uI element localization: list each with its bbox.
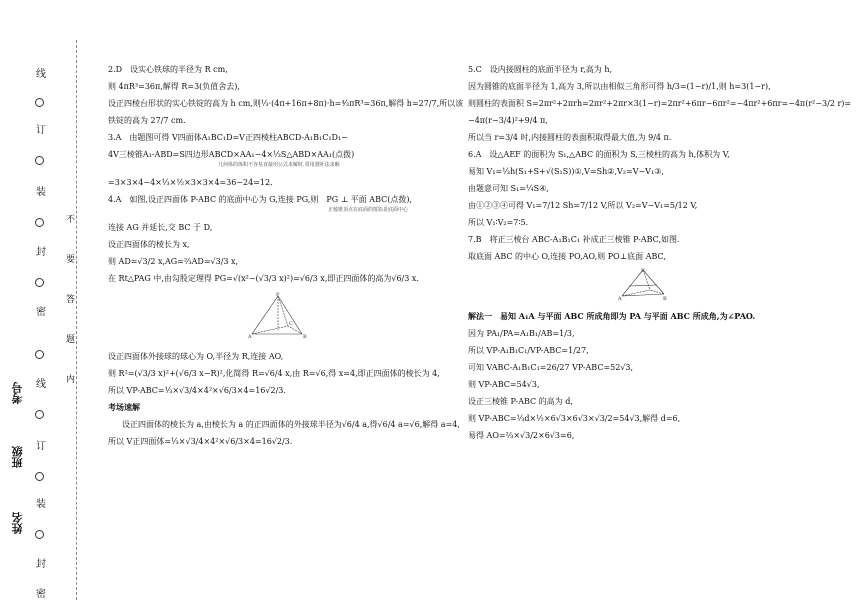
text-line: 因为圆锥的底面半径为 1,高为 3,所以由相似三角形可得 h/3=(1−r)/1,则 h=3(1−r), [468,82,771,91]
vertex-label: B [303,334,307,340]
binding-hole-icon [35,218,44,227]
text-line: 设正四面体外接球的球心为 O,半径为 R,连接 AO, [108,352,284,361]
binding-hole-icon [35,98,44,107]
frustum-figure [618,268,668,302]
vertex-label: A [618,296,622,302]
text-line: 所以 V正四面体=⅓×√3/4×4²×√6/3×4=16√2/3. [108,437,293,446]
binding-hole-icon [35,278,44,287]
vertex-label: B [663,296,667,302]
gutter-char: 装 [36,187,46,198]
gutter-char: 封 [36,247,46,258]
binding-hole-icon [35,530,44,539]
gutter-char: 订 [36,125,46,136]
vertex-label: A [248,334,252,340]
method-heading: 解法一 易知 A₁A 与平面 ABC 所成角即为 PA 与平面 ABC 所成角,为∠PAO. [468,311,756,321]
vertex-label: P [641,268,645,274]
text-line: 5.C 设内接圆柱的底面半径为 r,高为 h, [468,65,613,74]
text-line: 所以 VP-A₁B₁C₁/VP-ABC=1/27, [468,346,589,355]
text-line: 在 Rt△PAG 中,由勾股定理得 PG=√(x²−(√3/3 x)²)=√6/3 x,即正四面体的高为√6/3 x. [108,274,419,283]
text-line: 连接 AG 并延长,交 BC 于 D, [108,223,213,232]
text-line: 7.B 将正三棱台 ABC-A₁B₁C₁ 补成正三棱锥 P-ABC,如图. [468,235,680,244]
left-column [108,64,464,453]
gutter-char: 订 [36,441,46,452]
text-line: 所以当 r=3/4 时,内接圆柱的表面积取得最大值,为 9/4 π. [468,133,672,142]
text-line: 铁锭的高为 27/7 cm. [108,116,186,125]
text-line: 取底面 ABC 的中心 O,连接 PO,AO,则 PO⊥底面 ABC, [468,252,666,261]
text-line: 所以 V₁∶V₂=7∶5. [468,218,529,227]
binding-hole-icon [35,350,44,359]
text-line: 易知 V₁=⅓h(S₁+S+√(S₁S))①,V=Sh②,V₂=V−V₁③, [468,167,664,176]
text-line: 则 VP-ABC=⅓d×½×6√3×6√3×√3/2=54√3,解得 d=6, [468,414,681,423]
text-line: 因为 PA₁/PA=A₁B₁/AB=1/3, [468,329,575,338]
annotation-note: 几何体的体积不容易直接用公式求解时,常用割补法求解 [218,162,340,168]
annotation-note: 正棱锥顶点在底面的射影是底面中心 [328,207,409,213]
text-line: 则 AD=√3/2 x,AG=⅔AD=√3/3 x, [108,257,239,266]
text-line: 4.A 如图,设正四面体 P-ABC 的底面中心为 G,连接 PG,则 PG ⊥ 平面 ABC(点拨), [108,195,413,204]
text-line: 设正三棱锥 P-ABC 的高为 d, [468,397,573,406]
inner-notice: 不 要 答 题 内 [66,215,76,385]
text-line: 由题意可知 S₁=¼S④, [468,184,549,193]
text-line: 4V三棱锥A₁-ABD=S四边形ABCD×AA₁−4×⅓S△ABD×AA₁(点拨) [108,150,355,159]
gutter-char: 密 [36,307,46,318]
text-line: 易得 AO=⅔×√3/2×6√3=6, [468,431,575,440]
text-line: −4π(r−3/4)²+9/4 π, [468,116,548,125]
section-heading: 考场速解 [108,402,140,412]
class-label: 班级 [11,446,24,468]
text-line: 由①②③④可得 V₁=7/12 Sh=7/12 V,所以 V₂=V−V₁=5/12 V, [468,201,698,210]
vertex-label: P [276,292,280,298]
vertex-label: C [289,321,293,327]
gutter-char: 封 [36,559,46,570]
name-label: 姓名 [11,512,24,534]
text-line: 3.A 由题图可得 V四面体A₁BC₁D=V正四棱柱ABCD-A₁B₁C₁D₁− [108,133,348,142]
right-column [468,64,852,447]
binding-hole-icon [35,410,44,419]
text-line: 设正四面体的棱长为 x, [108,240,190,249]
gutter-char: 线 [36,69,46,80]
text-line: 则 4πR³=36π,解得 R=3(负值舍去), [108,82,240,91]
text-line: 则 R²=(√3/3 x)²+(√6/3 x−R)²,化简得 R=√6/4 x,由 R=√6,得 x=4,即正四面体的棱长为 4, [108,369,440,378]
tetrahedron-figure [248,292,308,340]
binding-hole-icon [35,156,44,165]
text-line: 6.A 设△AEF 的面积为 S₁,△ABC 的面积为 S,三棱柱的高为 h,体积为 V, [468,150,730,159]
gutter-char: 密 [36,589,46,600]
text-line: 2.D 设实心铁球的半径为 R cm, [108,65,228,74]
exam-number-label: 考号 [11,382,24,404]
gutter-char: 线 [36,379,46,390]
text-line: 所以 VP-ABC=⅓×√3/4×4²×√6/3×4=16√2/3. [108,386,286,395]
binding-gutter [0,0,60,608]
text-line: 可知 VABC-A₁B₁C₁=26/27 VP-ABC=52√3, [468,363,634,372]
text-line: 则 VP-ABC=54√3, [468,380,540,389]
text-line: 则圆柱的表面积 S=2πr²+2πrh=2πr²+2πr×3(1−r)=2πr²+6πr−6πr²=−4πr²+6πr=−4π(r²−3/2 r)= [468,99,852,108]
cut-line [76,40,77,600]
text-line: 设正四面体的棱长为 a,由棱长为 a 的正四面体的外接球半径为√6/4 a,得√6/4 a=√6,解得 a=4, [122,420,460,429]
binding-hole-icon [35,472,44,481]
text-line: =3×3×4−4×⅓×½×3×3×4=36−24=12. [108,178,273,187]
gutter-char: 装 [36,499,46,510]
text-line: 设正四棱台形状的实心铁锭的高为 h cm,则⅓·(4π+16π+8π)·h=⁴⁄₃πR³=36π,解得 h=27/7,所以该 [108,99,464,108]
